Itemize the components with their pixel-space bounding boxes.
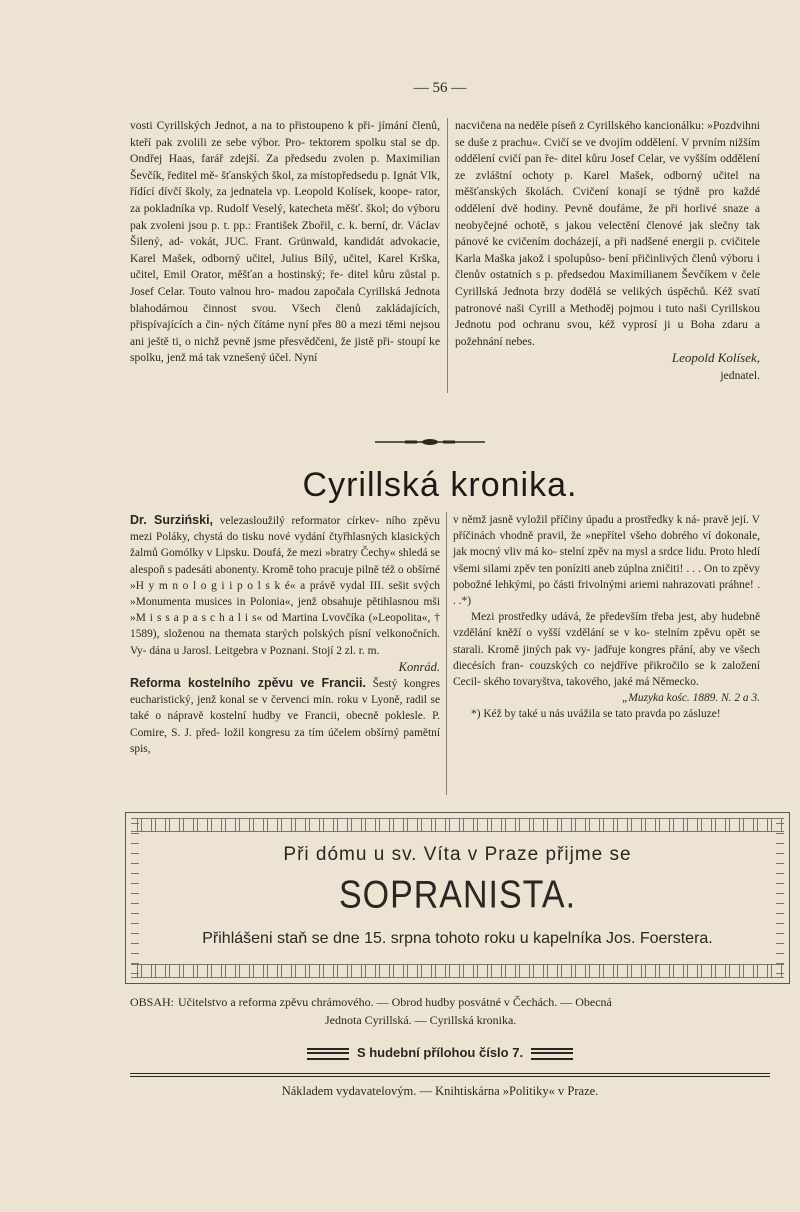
ornament-bars-right bbox=[531, 1048, 573, 1060]
text-line: jímání členů, kteří pak zvolili ze sebe výbor. Pro- bbox=[130, 119, 440, 149]
ad-line-3: Přihlášeni staň se dne 15. srpna tohoto roku u kapelníka Jos. Foerstera. bbox=[202, 930, 713, 947]
contents-line-1: Učitelstvo a reforma zpěvu chrámového. — Obrod hudby posvátné v Čechách. — Obecná bbox=[178, 995, 612, 1009]
chronicle-text bbox=[453, 512, 760, 609]
column-divider bbox=[446, 512, 447, 795]
page-number: — 56 — bbox=[413, 80, 467, 96]
text-line: nacvičena na neděle píseň z Cyrillského kancionálku: bbox=[455, 119, 708, 132]
text-line: *) Kéž by také u nás uvážila se tato pravda po bbox=[471, 708, 684, 721]
ad-ornament-bottom bbox=[131, 964, 784, 978]
advertisement-box bbox=[125, 812, 790, 984]
ad-ornament-top bbox=[131, 818, 784, 832]
text-line: ditel kůru Josef Celar, ve vyšším oddělení ze zvláštní bbox=[455, 152, 760, 182]
chronicle-column-right bbox=[453, 512, 760, 723]
ad-line-1: Při dómu u sv. Víta v Praze přijme se bbox=[283, 844, 632, 865]
text-line: oddělení. V prvním nižším oddělení cvičí pan ře- bbox=[455, 135, 760, 166]
text-line: Jednota brzy dodělá se velikých úspěchů. Kéž svatí bbox=[503, 284, 760, 298]
text-line: roku v Lyoně, radil se také o nápravě kostelní hudby bbox=[130, 694, 440, 723]
chronicle-signature: Konrád. bbox=[398, 659, 440, 674]
text-line: předsedou Maximilianem Ševčíkem v čele Cyrillská bbox=[455, 268, 760, 298]
source-citation: „Muzyka kośc. 1889. N. 2 a 3. bbox=[622, 692, 760, 705]
chronicle-item-surzinski: Dr. Surziński, velezasloužilý reformator církev- ního zpěvu mezi Poláky, chystá do tisku nové vydání čtyřhlasných klasických žalmů Gomólky v Lipsku. Doufá, že mezi »bratry Čechy« shledá se alespoň s padesáti abonenty. Kromě toho pracuje pilně též o obšírné »H y m n o l o g i i p o l s k é« a právě vydal III. sešit svých »Monumenta musices in Polonia«, jenž obsahuje pětihlasnou mši »M i s s a p a s c h a l i s« od Martina Lvovčíka (»Leopolita«, † 1589), složenou na themata starých polských písní velkonočních. Vy- dána u Jarosl. Leitgebra v Poznani. Stojí 2 zl. r. m. bbox=[130, 513, 441, 657]
text-line: Za předsedu zvolen p. Maximilian Ševčík, ředitel mě- bbox=[130, 152, 440, 182]
text-line: ditel kůru zůstal p. Josef Celar. Touto valnou hro- bbox=[130, 268, 440, 298]
text-line: dívčí školy, za jednatela vp. Leopold Kolísek, koope- bbox=[158, 185, 416, 199]
text-line: III. sešit svých »Monumenta musices in Polonia«, bbox=[130, 579, 441, 609]
text-line: čtyřhlasných klasických žalmů Gomólky v Lipsku. bbox=[130, 531, 440, 560]
text-line: Krška, učitel, Emil Orator, měšťan a hostinský; ře- bbox=[130, 251, 440, 282]
chronicle-column-left bbox=[130, 512, 440, 757]
text-line: Karel Mašek, odborný učitel, Julius Bílý, učitel, Karel bbox=[130, 251, 410, 265]
text-line: šťanských škol, za místopředsedu p. Ignát Vlk, řídící bbox=[130, 168, 440, 199]
text-line: tak pánové ke cvičením docházejí, a při nadšené bbox=[455, 218, 760, 249]
text-line: nahrazovati práhne! . . .*) bbox=[453, 578, 760, 608]
chronicle-item-reforma: Reforma kostelního zpěvu ve Francii. Šestý kongres eucharistický, jenž konal se v červenci min. roku v Lyoně, radil se také o nápravě kostelní hudby ve Francii, obecně poklesle. P. Comire, S. J. před- ložil kongresu za tím účelem obšírný pamětní spis, bbox=[130, 676, 441, 755]
text-line: dvě hodiny. Pevně doufáme, že při horlivé snaze a bbox=[501, 201, 760, 215]
text-line: velezasloužilý reformator církev- bbox=[219, 515, 386, 527]
column-divider bbox=[447, 118, 448, 393]
article-column-top-right bbox=[455, 118, 760, 385]
text-line: školách. Cvičení konají se týdně pro každé oddělení bbox=[455, 185, 760, 215]
text-line: tektorem spolku stal se dp. Ondřej Haas, farář zdejší. bbox=[130, 135, 440, 166]
text-line: vosti Cyrillských Jednot, a na to přistoupeno k při- bbox=[130, 119, 379, 132]
text-line: měšť. škol; do výboru pak zvoleni jsou p. t. pp.: bbox=[130, 201, 440, 232]
ad-headline: SOPRANISTA. bbox=[338, 873, 577, 917]
contents-line-2: Jednota Cyrillská. — Cyrillská kronika. bbox=[325, 1013, 517, 1027]
table-of-contents bbox=[130, 993, 770, 1029]
section-title: Cyrillská kronika. bbox=[302, 466, 578, 504]
text-line: stoupí ke spolku, jenž má tak vznešený účel. Nyní bbox=[130, 334, 441, 365]
text-line: madou započala Cyrillská Jednota blahodárnou činnost bbox=[130, 284, 441, 315]
signature-role: jednatel. bbox=[720, 368, 760, 382]
text-line: jadřuje kongres přání, aby ve všech diecésích fran- bbox=[453, 643, 760, 672]
text-line: stelní zpěv na mysl a srdce lidu. Proto hledí všemi bbox=[453, 546, 760, 575]
text-line: Cyrillskou Jednotu pod ochranu svou, kéž vyprosí ji bbox=[455, 301, 760, 332]
text-line: obšírné »H y m n o l o g i i p o l s k é« a právě vydal bbox=[130, 563, 440, 592]
text-line: Doufá, že mezi »bratry Čechy« shledá se alespoň bbox=[130, 547, 440, 576]
text-line: v němž jasně vyložil příčiny úpadu a prostředky k ná- bbox=[453, 514, 704, 526]
text-line: ochoty p. Karel Mašek, odborný učitel na měšťanských bbox=[455, 168, 760, 199]
text-line: energii p. cvičitele Karla Maška jakož i spolupůso- bbox=[455, 235, 760, 265]
text-line: kongres eucharistický, jenž konal se v červenci min. bbox=[130, 678, 440, 707]
text-line: ního zpěvu mezi Poláky, chystá do tisku nové vydání bbox=[130, 515, 440, 544]
text-line: patronové naši Cyrill a Methoděj pojmou i tuto naši bbox=[455, 301, 712, 315]
text-line: bení přičinlivých členů výboru i členův ostatních s p. bbox=[455, 251, 761, 282]
text-line: to zpěvy pobožné lehkými, po části frivolnými ariemi bbox=[453, 562, 761, 591]
article-column-top-left bbox=[130, 118, 440, 367]
text-line: ského tovaryštva, takového, jaké má Německo. bbox=[483, 676, 699, 689]
ornament-bars-left bbox=[307, 1048, 349, 1060]
publisher-line: Nákladem vydavatelovým. — Knihtiskárna »Politiky« v Praze. bbox=[281, 1084, 599, 1098]
text-line: ve Francii, obecně poklesle. P. Comire, S. J. před- bbox=[130, 710, 440, 739]
text-line: František Zbořil, c. k. berní, dr. Václav Šilený, ad- bbox=[130, 218, 440, 249]
text-line: Šestý bbox=[372, 678, 404, 691]
chronicle-text bbox=[453, 609, 760, 690]
footnote bbox=[453, 706, 760, 722]
text-line: dána u Jarosl. Leitgebra v Poznani. Stojí 2 zl. r. m. bbox=[149, 644, 380, 657]
text-line: ných čítáme nyní přes 80 a mezi těmi nejsou ani bbox=[130, 318, 440, 348]
text-line: ložil kongresu za tím účelem obšírný pamětní spis, bbox=[130, 726, 441, 755]
text-line: couzských co nejdříve přikročilo se k založení Cecil- bbox=[453, 659, 761, 689]
contents-label: OBSAH: bbox=[130, 995, 175, 1009]
text-line: s padesáti abonenty. Kromě toho pracuje pilně též o bbox=[167, 563, 407, 576]
text-line: u Boha zdaru a požehnání nebes. bbox=[455, 318, 761, 348]
text-line: na themata starých polských písní velkonočních. Vy- bbox=[130, 628, 440, 657]
text-line: Mezi prostředky udává, že především třeba jest, bbox=[471, 611, 701, 624]
text-line: aby hudebně vzdělání kněží o vyšší vzdělání se v ko- bbox=[453, 611, 760, 640]
text-line: silami zpěv ten poníziti aneb zúplna zničiti! . . . On bbox=[483, 562, 721, 575]
text-line: zásluze! bbox=[683, 708, 721, 721]
text-line: stelním zpěvu opět se starali. Kromě jiných pak vy- bbox=[453, 627, 760, 656]
footer-rule bbox=[130, 1076, 770, 1077]
text-line: pravě její. V příčinách vhodně pravil, že »nepřítel bbox=[453, 514, 760, 543]
supplement-notice: S hudební přílohou číslo 7. bbox=[0, 1045, 800, 1060]
text-line: ještě ti, o nichž pevně jsme přesvědčeni, že jistě při- bbox=[147, 334, 398, 348]
text-line: vokát, JUC. Frant. Grünwald, kandidát advokacie, bbox=[189, 235, 440, 249]
text-line: od Martina Lvovčíka (»Leopolita«, † 1589), složenou bbox=[130, 612, 440, 641]
ornament-divider bbox=[375, 438, 485, 446]
footer-rule bbox=[130, 1073, 770, 1074]
text-line: rator, za pokladníka vp. Rudolf Veselý, katecheta bbox=[130, 185, 440, 215]
text-line: jenž obsahuje pětihlasnou mši »M i s s a p a s c h a l i s« bbox=[130, 596, 440, 625]
text-line: »Pozdvihni se duše z prachu«. Cvičí se ve dvojím bbox=[455, 119, 760, 149]
text-line: všeho dobrého ví dokonale, jak mocný vliv má ko- bbox=[453, 530, 760, 559]
text-line: neobyčejné ochotě, s jakou velectění členové jak slečny bbox=[455, 218, 746, 232]
text-line: svou. Všech členů zakládajících, přispívajících a čin- bbox=[130, 301, 440, 332]
signature-name: Leopold Kolísek, bbox=[671, 350, 760, 366]
